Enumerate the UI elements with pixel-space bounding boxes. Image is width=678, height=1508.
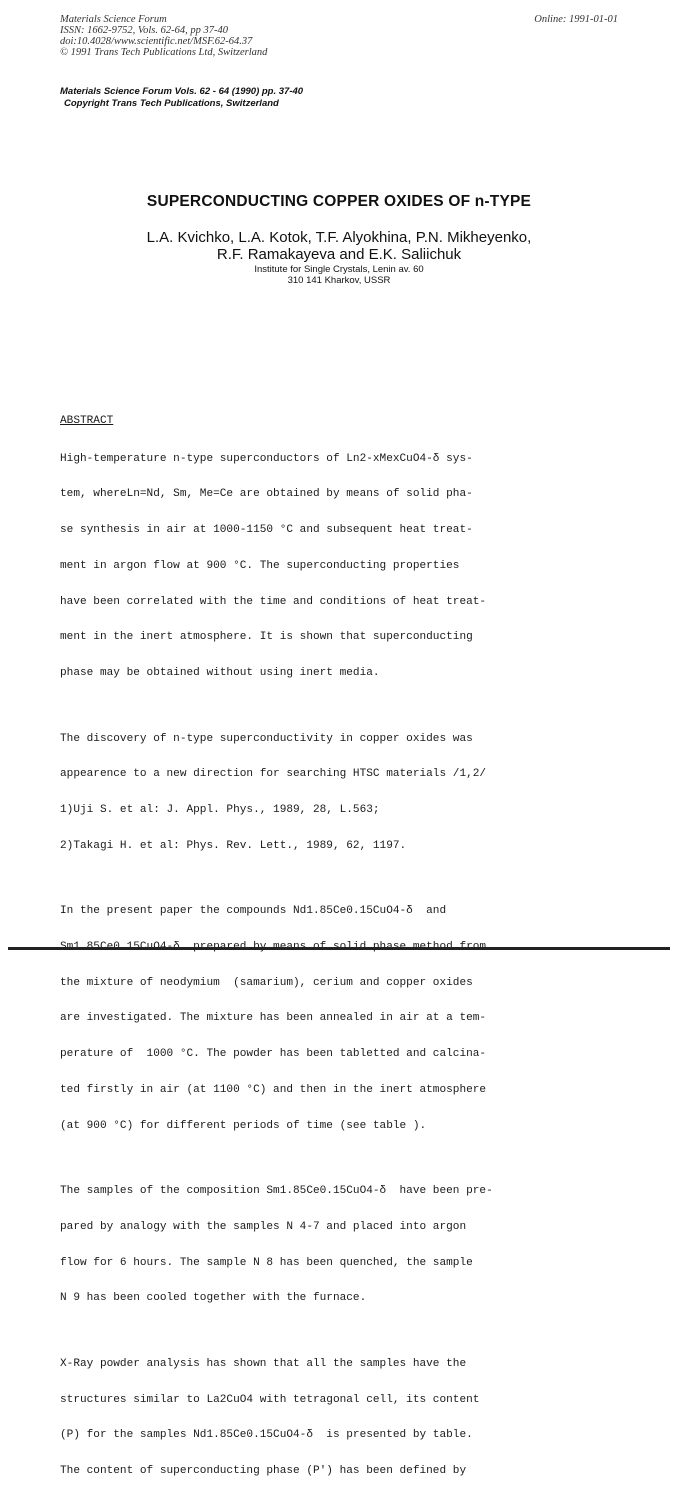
journal-citation [60,86,303,110]
author-list [0,229,678,263]
text-line: X-Ray powder analysis has shown that all the samples have the [60,1357,467,1370]
text-line: perature of 1000 °C. The powder has been tabletted and calcina- [60,1048,487,1061]
page-bottom-rule [8,947,670,950]
meta-line: Materials Science Forum [60,14,167,25]
text-line: The samples of the composition Sm1.85Ce0.15CuO4-δ have been pre- [60,1185,493,1198]
publication-meta [60,14,267,58]
text-line: the mixture of neodymium (samarium), cerium and copper oxides [60,976,473,989]
reference-line: 1)Uji S. et al: J. Appl. Phys., 1989, 28, L.563; [60,804,380,816]
text-line: ment in the inert atmosphere. It is shown that superconducting [60,631,473,644]
text-line: structures similar to La2CuO4 with tetragonal cell, its content [60,1393,480,1406]
text-line: tem, whereLn=Nd, Sm, Me=Ce are obtained by means of solid pha- [60,488,473,501]
author-line: L.A. Kvichko, L.A. Kotok, T.F. Alyokhina, P.N. Mikheyenko, [146,229,532,246]
text-line: ment in argon flow at 900 °C. The superconducting properties [60,559,460,572]
text-line: ted firstly in air (at 1100 °C) and then in the inert atmosphere [60,1083,487,1096]
text-line: N 9 has been cooled together with the furnace. [60,1292,367,1305]
paper-title: SUPERCONDUCTING COPPER OXIDES OF n-TYPE [146,193,532,210]
copyright-line: Copyright Trans Tech Publications, Switzerland [64,98,279,109]
author-line: R.F. Ramakayeva and E.K. Saliichuk [216,246,462,263]
paragraph-compounds [60,882,590,1156]
text-line: (at 900 °C) for different periods of time (see table ). [60,1119,427,1132]
paragraph-discovery [60,710,590,877]
text-line: phase may be obtained without using inert media. [60,667,380,680]
paragraph-samples [60,1162,590,1329]
meta-line: © 1991 Trans Tech Publications Ltd, Switzerland [60,47,268,58]
affiliation-line: Institute for Single Crystals, Lenin av. 60 [254,264,424,275]
text-line: have been correlated with the time and conditions of heat treat- [60,595,487,608]
paragraph-abstract [60,430,590,704]
text-line: appearence to a new direction for searching HTSC materials /1,2/ [60,768,487,781]
text-line: pared by analogy with the samples N 4-7 and placed into argon [60,1220,467,1233]
text-line: (P) for the samples Nd1.85Ce0.15CuO4-δ is presented by table. [60,1429,473,1442]
reference-line: 2)Takagi H. et al: Phys. Rev. Lett., 1989, 62, 1197. [60,839,407,852]
text-line: In the present paper the compounds Nd1.85Ce0.15CuO4-δ and [60,905,447,918]
text-line: se synthesis in air at 1000-1150 °C and subsequent heat treat- [60,524,473,537]
affiliation-line: 310 141 Kharkov, USSR [287,275,391,286]
journal-line: Materials Science Forum Vols. 62 - 64 (1990) pp. 37-40 [60,86,304,97]
meta-line: ISSN: 1662-9752, Vols. 62-64, pp 37-40 [60,25,228,36]
text-line: High-temperature n-type superconductors of Ln2-xMexCuO4-δ sys- [60,452,473,465]
text-line: The discovery of n-type superconductivity in copper oxides was [60,732,473,745]
text-line: are investigated. The mixture has been annealed in air at a tem- [60,1012,487,1025]
meta-line: doi:10.4028/www.scientific.net/MSF.62-64.37 [60,36,253,47]
paragraph-xray [60,1335,590,1502]
affiliation [0,264,678,286]
online-date: Online: 1991-01-01 [534,14,618,25]
text-line: The content of superconducting phase (P') has been defined by [60,1464,467,1477]
article-body [60,416,590,1508]
text-line: flow for 6 hours. The sample N 8 has been quenched, the sample [60,1256,473,1269]
abstract-heading: ABSTRACT [60,415,114,427]
